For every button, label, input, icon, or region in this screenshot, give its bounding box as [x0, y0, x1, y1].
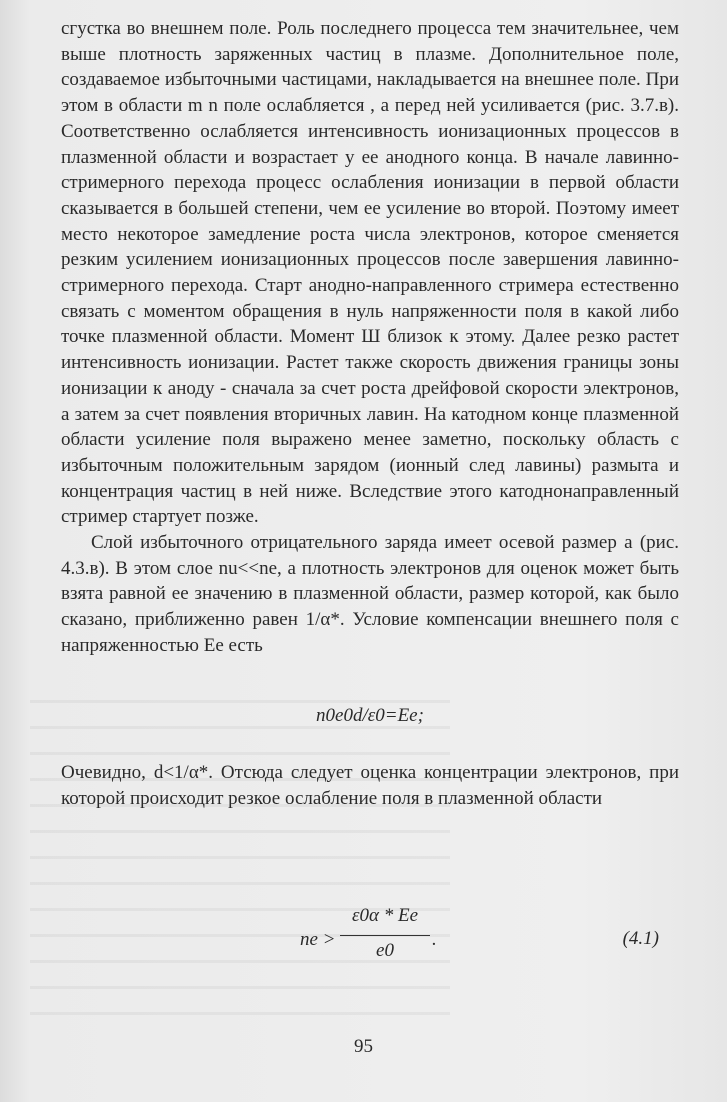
formula-denominator: e0	[376, 940, 394, 961]
paragraph-2: Слой избыточного отрицательного заряда имеет осевой размер a (рис. 4.3.в). В этом слое nu<<ne, а плотность электронов для оценок может быть взята равной ее значению в плазменной области, размер которой, как было сказано, приближенно равен 1/α*. Условие компенсации внешнего поля с напряженностью Ee есть	[61, 532, 679, 656]
formula-numerator: ε0α * Ee	[352, 905, 418, 926]
paragraph-3: Очевидно, d<1/α*. Отсюда следует оценка концентрации электронов, при которой происходит резкое ослабление поля в плазменной области	[61, 762, 679, 809]
body-text	[61, 16, 679, 812]
formula-field-compensation: n0e0d/ε0=Ee;	[316, 704, 424, 726]
paragraph-1: сгустка во внешнем поле. Роль последнего процесса тем значительнее, чем выше плотность заряженных частиц в плазме. Дополнительное поле, создаваемое избыточными частицами, накладывается на внешнее поле. При этом в области m n поле ослабляется , а перед ней усиливается (рис. 3.7.в). Соответственно ослабляется интенсивность ионизационных процессов в плазменной области и возрастает у ее анодного конца. В начале лавинно-стримерного перехода процесс ослабления ионизации в первой области сказывается в большей степени, чем ее усиление во второй. Поэтому имеет место некоторое замедление роста числа электронов, которое сменяется резким усилением ионизационных процессов после завершения лавинно-стримерного перехода. Старт анодно-направленного стримера естественно связать с моментом обращения в нуль напряженности поля в какой либо точке плазменной области. Момент Ш близок к этому. Далее резко растет интенсивность ионизации. Растет также скорость движения границы зоны ионизации к аноду - сначала за счет роста дрейфовой скорости электронов, а затем за счет появления вторичных лавин. На катодном конце плазменной области усиление поля выражено менее заметно, поскольку область с избыточным положительным зарядом (ионный след лавины) размыта и концентрация частиц в ней ниже. Вследствие этого катоднонаправленный стример стартует позже.	[61, 18, 679, 528]
equation-number: (4.1)	[622, 928, 659, 949]
formula-fraction	[340, 905, 430, 962]
page-number: 95	[354, 1036, 373, 1057]
formula-end: .	[432, 929, 437, 950]
fraction-bar	[340, 935, 430, 936]
formula-electron-concentration	[300, 905, 500, 971]
formula-lhs: ne >	[300, 929, 336, 950]
